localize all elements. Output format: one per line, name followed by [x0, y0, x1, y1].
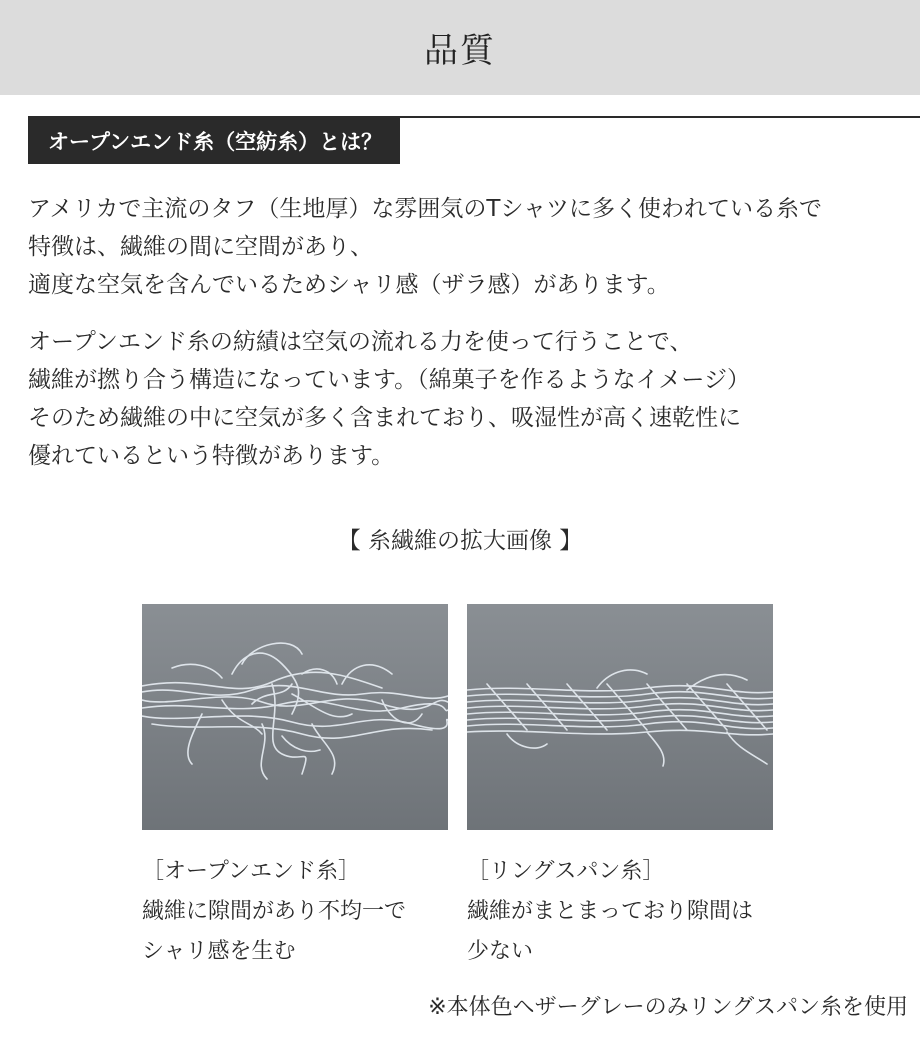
open-end-yarn-image: [142, 604, 448, 830]
caption-line: 繊維に隙間があり不均一で: [142, 899, 407, 924]
open-end-yarn-caption: [142, 852, 406, 972]
description-paragraph-1: アメリカで主流のタフ（生地厚）な雰囲気のTシャツに多く使われている糸で 特徴は、繊維の間に空間があり、 適度な空気を含んでいるためシャリ感（ザラ感）があります。: [28, 196, 822, 298]
figure-title: 【 糸繊維の拡大画像 】: [337, 528, 583, 554]
caption-title: ［オープンエンド糸］: [142, 859, 361, 884]
ring-spun-yarn-photo: [467, 604, 773, 830]
ring-spun-yarn-caption: [467, 852, 753, 972]
caption-title: ［リングスパン糸］: [467, 859, 665, 884]
description-paragraph-2: オープンエンド糸の紡績は空気の流れる力を使って行うことで、 繊維が撚り合う構造になっています。（綿菓子を作るようなイメージ） そのため繊維の中に空気が多く含まれており、吸湿性が高く速乾性に 優れているという特徴があります。: [28, 329, 750, 469]
footnote: ※本体色ヘザーグレーのみリングスパン糸を使用: [428, 995, 908, 1020]
caption-line: 繊維がまとまっており隙間は: [467, 899, 754, 924]
section-heading: オープンエンド糸（空紡糸）とは？: [28, 118, 400, 164]
page-title: 品質: [424, 31, 496, 71]
header-band: [0, 0, 920, 95]
caption-line: 少ない: [467, 939, 534, 964]
open-end-yarn-photo: [142, 604, 448, 830]
caption-line: シャリ感を生む: [142, 939, 296, 964]
ring-spun-yarn-image: [467, 604, 773, 830]
